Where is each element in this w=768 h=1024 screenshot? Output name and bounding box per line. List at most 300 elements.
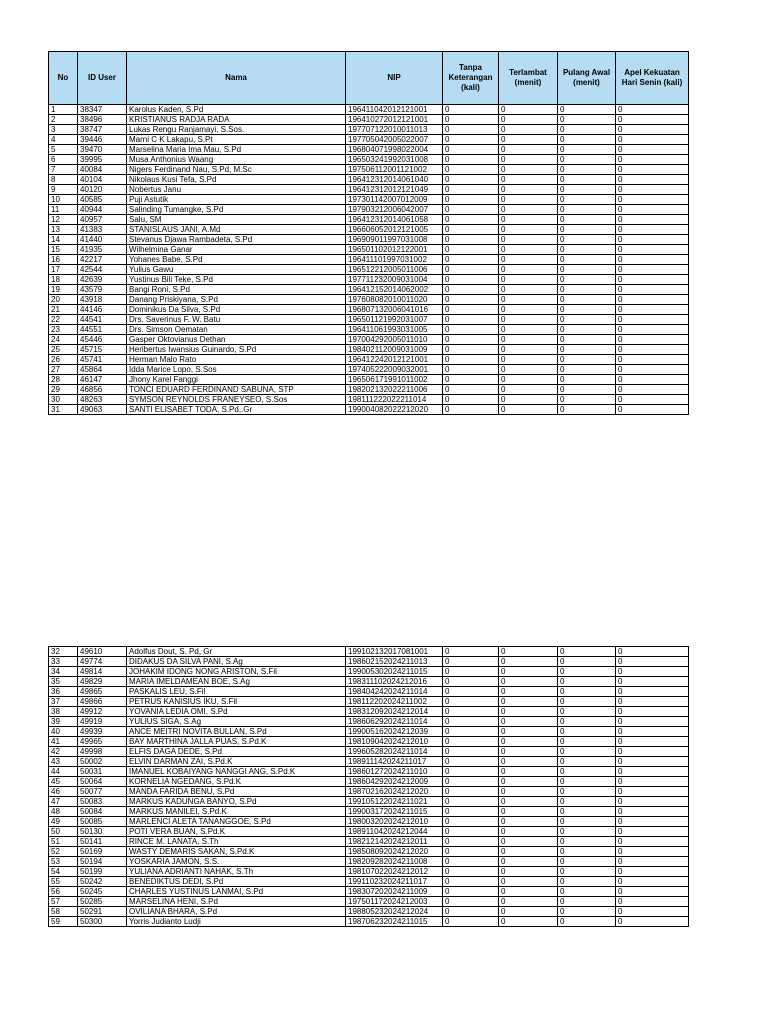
cell-nip: 198111222022211014 (346, 395, 443, 405)
cell-id-user: 41383 (78, 225, 127, 235)
cell-no: 15 (49, 245, 78, 255)
cell-no: 24 (49, 335, 78, 345)
cell-id-user: 50291 (78, 907, 127, 917)
cell-terlambat: 0 (499, 275, 558, 285)
cell-nama: Adolfus Dout, S. Pd, Gr (127, 647, 346, 657)
cell-pulang-awal: 0 (558, 777, 616, 787)
cell-tanpa-keterangan: 0 (443, 687, 499, 697)
cell-id-user: 41440 (78, 235, 127, 245)
cell-no: 11 (49, 205, 78, 215)
cell-terlambat: 0 (499, 305, 558, 315)
cell-nama: YOSKARIA JAMON, S.S. (127, 857, 346, 867)
cell-pulang-awal: 0 (558, 405, 616, 415)
table-row (49, 797, 689, 807)
cell-tanpa-keterangan: 0 (443, 857, 499, 867)
cell-terlambat: 0 (499, 657, 558, 667)
cell-terlambat: 0 (499, 345, 558, 355)
cell-tanpa-keterangan: 0 (443, 375, 499, 385)
cell-id-user: 50084 (78, 807, 127, 817)
table-row (49, 847, 689, 857)
table-row (49, 285, 689, 295)
cell-terlambat: 0 (499, 707, 558, 717)
cell-nip: 198312092024212014 (346, 707, 443, 717)
cell-apel-kekuatan: 0 (616, 817, 689, 827)
cell-id-user: 50242 (78, 877, 127, 887)
cell-tanpa-keterangan: 0 (443, 215, 499, 225)
cell-terlambat: 0 (499, 125, 558, 135)
cell-nip: 198606292024211014 (346, 717, 443, 727)
cell-pulang-awal: 0 (558, 657, 616, 667)
cell-apel-kekuatan: 0 (616, 135, 689, 145)
cell-no: 34 (49, 667, 78, 677)
cell-no: 50 (49, 827, 78, 837)
cell-nip: 197705042005022007 (346, 135, 443, 145)
cell-apel-kekuatan: 0 (616, 667, 689, 677)
header-terlambat: Terlambat (menit) (499, 52, 558, 105)
cell-terlambat: 0 (499, 797, 558, 807)
cell-apel-kekuatan: 0 (616, 275, 689, 285)
cell-id-user: 38747 (78, 125, 127, 135)
cell-id-user: 44146 (78, 305, 127, 315)
cell-tanpa-keterangan: 0 (443, 295, 499, 305)
cell-nama: CHARLES YUSTINUS LANMAI, S.Pd (127, 887, 346, 897)
table-row (49, 135, 689, 145)
cell-pulang-awal: 0 (558, 125, 616, 135)
cell-nip: 198003202024212010 (346, 817, 443, 827)
table-row (49, 827, 689, 837)
cell-terlambat: 0 (499, 395, 558, 405)
cell-nama: Musa Anthonius Waang (127, 155, 346, 165)
cell-id-user: 50002 (78, 757, 127, 767)
cell-apel-kekuatan: 0 (616, 255, 689, 265)
table-row (49, 667, 689, 677)
cell-nip: 198307202024211009 (346, 887, 443, 897)
cell-pulang-awal: 0 (558, 757, 616, 767)
cell-nama: ELFIS DAGA DEDE, S.Pd (127, 747, 346, 757)
cell-no: 27 (49, 365, 78, 375)
cell-terlambat: 0 (499, 255, 558, 265)
cell-tanpa-keterangan: 0 (443, 355, 499, 365)
cell-nip: 198212142024212011 (346, 837, 443, 847)
cell-tanpa-keterangan: 0 (443, 907, 499, 917)
cell-nama: BAY MARTHINA JALLA PUAS, S.Pd.K (127, 737, 346, 747)
table-header-row (49, 52, 689, 105)
table-row (49, 887, 689, 897)
cell-id-user: 50141 (78, 837, 127, 847)
cell-nama: TONCI EDUARD FERDINAND SABUNA, STP (127, 385, 346, 395)
table-row (49, 877, 689, 887)
cell-no: 48 (49, 807, 78, 817)
cell-tanpa-keterangan: 0 (443, 405, 499, 415)
table-row (49, 897, 689, 907)
cell-tanpa-keterangan: 0 (443, 155, 499, 165)
cell-terlambat: 0 (499, 907, 558, 917)
cell-no: 7 (49, 165, 78, 175)
cell-terlambat: 0 (499, 145, 558, 155)
cell-no: 49 (49, 817, 78, 827)
cell-nama: Salinding Tumangke, S.Pd (127, 205, 346, 215)
table-row (49, 405, 689, 415)
cell-id-user: 49912 (78, 707, 127, 717)
cell-no: 14 (49, 235, 78, 245)
cell-apel-kekuatan: 0 (616, 797, 689, 807)
cell-apel-kekuatan: 0 (616, 737, 689, 747)
cell-terlambat: 0 (499, 857, 558, 867)
cell-id-user: 42544 (78, 265, 127, 275)
cell-tanpa-keterangan: 0 (443, 727, 499, 737)
cell-nama: Yustinus Bili Teke, S.Pd (127, 275, 346, 285)
cell-id-user: 38496 (78, 115, 127, 125)
cell-id-user: 44551 (78, 325, 127, 335)
table-row (49, 395, 689, 405)
cell-apel-kekuatan: 0 (616, 747, 689, 757)
cell-nama: MARKUS MANILEI, S.Pd.K (127, 807, 346, 817)
cell-apel-kekuatan: 0 (616, 767, 689, 777)
cell-nip: 198706232024211015 (346, 917, 443, 927)
cell-pulang-awal: 0 (558, 907, 616, 917)
table-row (49, 235, 689, 245)
cell-nip: 199110232024211017 (346, 877, 443, 887)
cell-nama: PETRUS KANISIUS IKU, S.Fil (127, 697, 346, 707)
table-row (49, 807, 689, 817)
cell-id-user: 49965 (78, 737, 127, 747)
cell-apel-kekuatan: 0 (616, 897, 689, 907)
cell-apel-kekuatan: 0 (616, 677, 689, 687)
cell-apel-kekuatan: 0 (616, 867, 689, 877)
cell-tanpa-keterangan: 0 (443, 807, 499, 817)
cell-apel-kekuatan: 0 (616, 305, 689, 315)
cell-nip: 197501172024212003 (346, 897, 443, 907)
cell-pulang-awal: 0 (558, 235, 616, 245)
cell-no: 39 (49, 717, 78, 727)
cell-apel-kekuatan: 0 (616, 857, 689, 867)
cell-terlambat: 0 (499, 315, 558, 325)
cell-id-user: 50064 (78, 777, 127, 787)
cell-terlambat: 0 (499, 405, 558, 415)
cell-pulang-awal: 0 (558, 385, 616, 395)
cell-tanpa-keterangan: 0 (443, 767, 499, 777)
cell-tanpa-keterangan: 0 (443, 345, 499, 355)
cell-apel-kekuatan: 0 (616, 315, 689, 325)
table-row (49, 205, 689, 215)
cell-terlambat: 0 (499, 787, 558, 797)
cell-terlambat: 0 (499, 677, 558, 687)
table-row (49, 305, 689, 315)
cell-no: 31 (49, 405, 78, 415)
table-body-2 (49, 647, 689, 927)
table-row (49, 215, 689, 225)
table-row (49, 245, 689, 255)
cell-pulang-awal: 0 (558, 345, 616, 355)
cell-id-user: 38347 (78, 105, 127, 115)
cell-pulang-awal: 0 (558, 245, 616, 255)
cell-no: 5 (49, 145, 78, 155)
cell-nama: JOHAKIM IDONG NONG ARISTON, S.Fil (127, 667, 346, 677)
table-row (49, 125, 689, 135)
cell-tanpa-keterangan: 0 (443, 365, 499, 375)
cell-nip: 198604292024212009 (346, 777, 443, 787)
cell-terlambat: 0 (499, 195, 558, 205)
table-row (49, 697, 689, 707)
cell-no: 3 (49, 125, 78, 135)
cell-pulang-awal: 0 (558, 175, 616, 185)
cell-no: 18 (49, 275, 78, 285)
table-row (49, 687, 689, 697)
cell-tanpa-keterangan: 0 (443, 265, 499, 275)
cell-no: 52 (49, 847, 78, 857)
cell-terlambat: 0 (499, 235, 558, 245)
cell-nip: 196412312012121049 (346, 185, 443, 195)
cell-tanpa-keterangan: 0 (443, 707, 499, 717)
cell-nama: KRISTIANUS RADJA RADA (127, 115, 346, 125)
cell-terlambat: 0 (499, 887, 558, 897)
cell-apel-kekuatan: 0 (616, 917, 689, 927)
cell-apel-kekuatan: 0 (616, 777, 689, 787)
cell-id-user: 49919 (78, 717, 127, 727)
cell-terlambat: 0 (499, 717, 558, 727)
cell-id-user: 50085 (78, 817, 127, 827)
cell-nama: RINCE M. LANATA, S.Th (127, 837, 346, 847)
cell-no: 33 (49, 657, 78, 667)
cell-nip: 196410272012121001 (346, 115, 443, 125)
cell-nip: 196909011997031008 (346, 235, 443, 245)
cell-apel-kekuatan: 0 (616, 235, 689, 245)
cell-tanpa-keterangan: 0 (443, 847, 499, 857)
cell-apel-kekuatan: 0 (616, 707, 689, 717)
cell-nama: ELVIN DARMAN ZAI, S.Pd.K (127, 757, 346, 767)
cell-tanpa-keterangan: 0 (443, 667, 499, 677)
cell-tanpa-keterangan: 0 (443, 145, 499, 155)
cell-id-user: 40084 (78, 165, 127, 175)
cell-id-user: 45741 (78, 355, 127, 365)
cell-no: 12 (49, 215, 78, 225)
cell-id-user: 45715 (78, 345, 127, 355)
cell-tanpa-keterangan: 0 (443, 717, 499, 727)
cell-pulang-awal: 0 (558, 305, 616, 315)
cell-terlambat: 0 (499, 215, 558, 225)
cell-nama: Yohanes Babe, S.Pd (127, 255, 346, 265)
cell-terlambat: 0 (499, 647, 558, 657)
cell-nip: 198911142024211017 (346, 757, 443, 767)
cell-apel-kekuatan: 0 (616, 847, 689, 857)
cell-id-user: 40944 (78, 205, 127, 215)
cell-terlambat: 0 (499, 105, 558, 115)
header-no: No (49, 52, 78, 105)
cell-terlambat: 0 (499, 897, 558, 907)
cell-nama: Danang Priskiyana, S.Pd (127, 295, 346, 305)
cell-nip: 199605282024211014 (346, 747, 443, 757)
cell-nip: 196503241992031008 (346, 155, 443, 165)
cell-apel-kekuatan: 0 (616, 215, 689, 225)
cell-tanpa-keterangan: 0 (443, 245, 499, 255)
cell-id-user: 50199 (78, 867, 127, 877)
cell-id-user: 50245 (78, 887, 127, 897)
cell-id-user: 42217 (78, 255, 127, 265)
cell-nama: OVILIANA BHARA, S.Pd (127, 907, 346, 917)
cell-terlambat: 0 (499, 245, 558, 255)
cell-nip: 197506112001121002 (346, 165, 443, 175)
cell-nip: 199004082022212020 (346, 405, 443, 415)
header-nip: NIP (346, 52, 443, 105)
table-row (49, 385, 689, 395)
cell-apel-kekuatan: 0 (616, 355, 689, 365)
cell-pulang-awal: 0 (558, 897, 616, 907)
cell-tanpa-keterangan: 0 (443, 897, 499, 907)
attendance-table-2 (48, 646, 689, 927)
cell-tanpa-keterangan: 0 (443, 697, 499, 707)
header-apel-kekuatan: Apel Kekuatan Hari Senin (kali) (616, 52, 689, 105)
cell-pulang-awal: 0 (558, 215, 616, 225)
cell-id-user: 49829 (78, 677, 127, 687)
cell-apel-kekuatan: 0 (616, 887, 689, 897)
cell-tanpa-keterangan: 0 (443, 235, 499, 245)
cell-id-user: 49865 (78, 687, 127, 697)
cell-pulang-awal: 0 (558, 105, 616, 115)
cell-no: 1 (49, 105, 78, 115)
cell-tanpa-keterangan: 0 (443, 917, 499, 927)
table-row (49, 777, 689, 787)
cell-pulang-awal: 0 (558, 365, 616, 375)
table-row (49, 325, 689, 335)
cell-tanpa-keterangan: 0 (443, 135, 499, 145)
table-row (49, 265, 689, 275)
cell-apel-kekuatan: 0 (616, 295, 689, 305)
cell-tanpa-keterangan: 0 (443, 677, 499, 687)
cell-apel-kekuatan: 0 (616, 787, 689, 797)
cell-no: 19 (49, 285, 78, 295)
cell-tanpa-keterangan: 0 (443, 275, 499, 285)
cell-pulang-awal: 0 (558, 155, 616, 165)
cell-no: 47 (49, 797, 78, 807)
table-row (49, 757, 689, 767)
cell-id-user: 50285 (78, 897, 127, 907)
cell-nip: 198404242024211014 (346, 687, 443, 697)
cell-pulang-awal: 0 (558, 285, 616, 295)
table-row (49, 917, 689, 927)
cell-apel-kekuatan: 0 (616, 335, 689, 345)
cell-apel-kekuatan: 0 (616, 647, 689, 657)
cell-id-user: 50083 (78, 797, 127, 807)
cell-terlambat: 0 (499, 847, 558, 857)
table-row (49, 767, 689, 777)
cell-id-user: 50169 (78, 847, 127, 857)
cell-tanpa-keterangan: 0 (443, 385, 499, 395)
table-row (49, 727, 689, 737)
cell-nama: WASTY DEMARIS SAKAN, S.Pd.K (127, 847, 346, 857)
cell-apel-kekuatan: 0 (616, 757, 689, 767)
cell-terlambat: 0 (499, 335, 558, 345)
cell-no: 56 (49, 887, 78, 897)
cell-pulang-awal: 0 (558, 767, 616, 777)
cell-nip: 196411061993031005 (346, 325, 443, 335)
cell-tanpa-keterangan: 0 (443, 837, 499, 847)
cell-terlambat: 0 (499, 877, 558, 887)
table-row (49, 105, 689, 115)
cell-pulang-awal: 0 (558, 647, 616, 657)
cell-tanpa-keterangan: 0 (443, 395, 499, 405)
cell-id-user: 42639 (78, 275, 127, 285)
cell-terlambat: 0 (499, 687, 558, 697)
cell-nip: 196501121992031007 (346, 315, 443, 325)
cell-tanpa-keterangan: 0 (443, 325, 499, 335)
cell-terlambat: 0 (499, 155, 558, 165)
cell-nama: Wilhelmina Ganar (127, 245, 346, 255)
cell-no: 13 (49, 225, 78, 235)
cell-nama: Jhony Karel Fanggi (127, 375, 346, 385)
cell-tanpa-keterangan: 0 (443, 315, 499, 325)
cell-tanpa-keterangan: 0 (443, 185, 499, 195)
cell-nama: IMANUEL KOBAIYANG NANGGI ANG, S.Pd.K (127, 767, 346, 777)
cell-tanpa-keterangan: 0 (443, 737, 499, 747)
cell-pulang-awal: 0 (558, 687, 616, 697)
cell-id-user: 46856 (78, 385, 127, 395)
cell-terlambat: 0 (499, 385, 558, 395)
header-tanpa-keterangan: Tanpa Keterangan (kali) (443, 52, 499, 105)
cell-nip: 196804071998022004 (346, 145, 443, 155)
cell-apel-kekuatan: 0 (616, 175, 689, 185)
cell-id-user: 50031 (78, 767, 127, 777)
cell-pulang-awal: 0 (558, 145, 616, 155)
table-row (49, 185, 689, 195)
cell-nip: 196606052012121005 (346, 225, 443, 235)
cell-no: 22 (49, 315, 78, 325)
cell-pulang-awal: 0 (558, 707, 616, 717)
cell-nip: 199105122024211021 (346, 797, 443, 807)
cell-apel-kekuatan: 0 (616, 245, 689, 255)
cell-apel-kekuatan: 0 (616, 265, 689, 275)
cell-apel-kekuatan: 0 (616, 687, 689, 697)
cell-terlambat: 0 (499, 175, 558, 185)
cell-terlambat: 0 (499, 757, 558, 767)
cell-nama: Nigers Ferdinand Nau, S.Pd, M.Sc (127, 165, 346, 175)
cell-terlambat: 0 (499, 747, 558, 757)
cell-nama: Marni C K Lakapu, S.Pt (127, 135, 346, 145)
cell-nip: 199005162024212039 (346, 727, 443, 737)
cell-id-user: 49063 (78, 405, 127, 415)
cell-nip: 198402112009031009 (346, 345, 443, 355)
cell-no: 54 (49, 867, 78, 877)
cell-nip: 196411101997031002 (346, 255, 443, 265)
cell-nama: POTI VERA BUAN, S.Pd.K (127, 827, 346, 837)
table-row (49, 787, 689, 797)
cell-nip: 196512212005011006 (346, 265, 443, 275)
cell-terlambat: 0 (499, 827, 558, 837)
cell-nama: Idda Marice Lopo, S.Sos (127, 365, 346, 375)
cell-tanpa-keterangan: 0 (443, 657, 499, 667)
cell-terlambat: 0 (499, 325, 558, 335)
table-row (49, 717, 689, 727)
cell-pulang-awal: 0 (558, 877, 616, 887)
cell-apel-kekuatan: 0 (616, 375, 689, 385)
cell-tanpa-keterangan: 0 (443, 205, 499, 215)
cell-nama: Gasper Oktovianus Dethan (127, 335, 346, 345)
cell-tanpa-keterangan: 0 (443, 787, 499, 797)
cell-id-user: 50077 (78, 787, 127, 797)
cell-id-user: 40104 (78, 175, 127, 185)
table-row (49, 817, 689, 827)
cell-nama: Karolus Kaden, S.Pd (127, 105, 346, 115)
cell-tanpa-keterangan: 0 (443, 285, 499, 295)
cell-terlambat: 0 (499, 205, 558, 215)
cell-tanpa-keterangan: 0 (443, 335, 499, 345)
cell-pulang-awal: 0 (558, 737, 616, 747)
cell-nama: Bangi Roni, S.Pd (127, 285, 346, 295)
cell-nama: SYMSON REYNOLDS FRANEYSEO, S.Sos (127, 395, 346, 405)
cell-nama: Marselina Maria Ima Mau, S.Pd (127, 145, 346, 155)
cell-no: 58 (49, 907, 78, 917)
cell-pulang-awal: 0 (558, 807, 616, 817)
cell-nama: MARIA IMELDAMEAN BOE, S.Ag (127, 677, 346, 687)
